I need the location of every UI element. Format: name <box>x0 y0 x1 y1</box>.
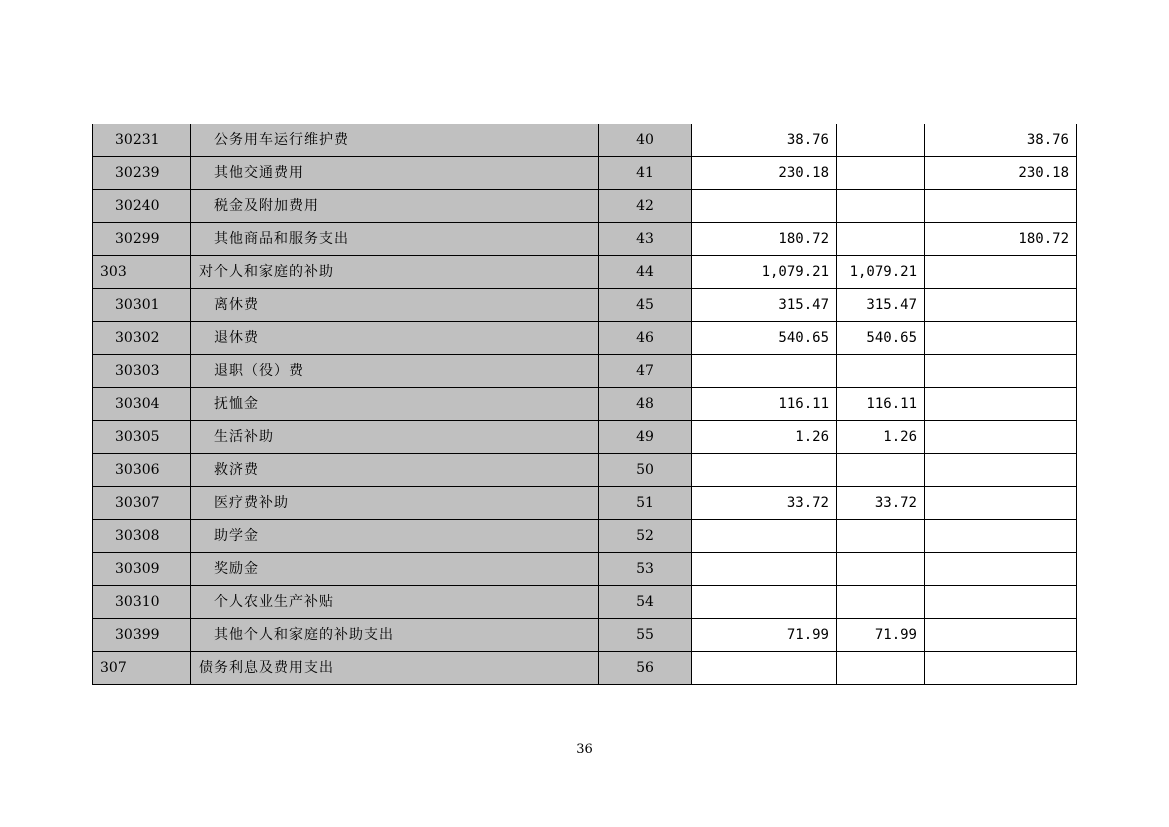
row-line-number-cell: 43 <box>599 223 692 256</box>
table-row <box>93 652 1077 685</box>
row-code-cell: 30307 <box>93 487 191 520</box>
row-total-cell <box>692 454 837 487</box>
row-project-cell: 180.72 <box>925 223 1077 256</box>
row-total-cell: 540.65 <box>692 322 837 355</box>
row-total-cell: 180.72 <box>692 223 837 256</box>
table-row <box>93 223 1077 256</box>
row-name-cell: 救济费 <box>191 454 599 487</box>
table-row <box>93 124 1077 157</box>
row-project-cell <box>925 454 1077 487</box>
row-total-cell <box>692 586 837 619</box>
row-total-cell <box>692 355 837 388</box>
row-basic-cell <box>837 652 925 685</box>
row-line-number-cell: 47 <box>599 355 692 388</box>
row-line-number-cell: 46 <box>599 322 692 355</box>
table-row <box>93 421 1077 454</box>
expenditure-table <box>92 124 1077 685</box>
row-name-cell: 抚恤金 <box>191 388 599 421</box>
row-basic-cell: 540.65 <box>837 322 925 355</box>
row-total-cell <box>692 520 837 553</box>
row-name-cell: 其他交通费用 <box>191 157 599 190</box>
row-project-cell: 38.76 <box>925 124 1077 157</box>
row-code-cell: 30299 <box>93 223 191 256</box>
table-row <box>93 157 1077 190</box>
row-line-number-cell: 51 <box>599 487 692 520</box>
row-project-cell <box>925 619 1077 652</box>
table-row <box>93 322 1077 355</box>
row-line-number-cell: 45 <box>599 289 692 322</box>
row-line-number-cell: 52 <box>599 520 692 553</box>
row-basic-cell: 116.11 <box>837 388 925 421</box>
row-total-cell: 1.26 <box>692 421 837 454</box>
row-project-cell <box>925 553 1077 586</box>
row-project-cell <box>925 421 1077 454</box>
row-name-cell: 离休费 <box>191 289 599 322</box>
row-code-cell: 30304 <box>93 388 191 421</box>
row-basic-cell <box>837 553 925 586</box>
row-project-cell <box>925 487 1077 520</box>
row-line-number-cell: 56 <box>599 652 692 685</box>
row-name-cell: 个人农业生产补贴 <box>191 586 599 619</box>
row-basic-cell <box>837 355 925 388</box>
row-code-cell: 30302 <box>93 322 191 355</box>
row-total-cell: 33.72 <box>692 487 837 520</box>
row-project-cell <box>925 256 1077 289</box>
table-body <box>93 124 1077 685</box>
row-code-cell: 30301 <box>93 289 191 322</box>
table-row <box>93 190 1077 223</box>
row-code-cell: 303 <box>93 256 191 289</box>
row-line-number-cell: 44 <box>599 256 692 289</box>
row-basic-cell: 33.72 <box>837 487 925 520</box>
table-row <box>93 553 1077 586</box>
row-project-cell <box>925 355 1077 388</box>
row-code-cell: 30231 <box>93 124 191 157</box>
row-line-number-cell: 50 <box>599 454 692 487</box>
row-line-number-cell: 42 <box>599 190 692 223</box>
row-name-cell: 生活补助 <box>191 421 599 454</box>
row-basic-cell <box>837 586 925 619</box>
row-project-cell <box>925 322 1077 355</box>
row-code-cell: 30240 <box>93 190 191 223</box>
row-total-cell: 71.99 <box>692 619 837 652</box>
table-row <box>93 355 1077 388</box>
row-total-cell: 116.11 <box>692 388 837 421</box>
row-basic-cell: 71.99 <box>837 619 925 652</box>
table-row <box>93 256 1077 289</box>
table-row <box>93 586 1077 619</box>
row-name-cell: 其他个人和家庭的补助支出 <box>191 619 599 652</box>
row-total-cell: 38.76 <box>692 124 837 157</box>
row-project-cell <box>925 190 1077 223</box>
row-basic-cell: 1,079.21 <box>837 256 925 289</box>
row-name-cell: 其他商品和服务支出 <box>191 223 599 256</box>
row-total-cell <box>692 190 837 223</box>
row-name-cell: 公务用车运行维护费 <box>191 124 599 157</box>
table-row <box>93 487 1077 520</box>
row-basic-cell <box>837 454 925 487</box>
row-line-number-cell: 41 <box>599 157 692 190</box>
row-basic-cell <box>837 190 925 223</box>
row-code-cell: 30399 <box>93 619 191 652</box>
row-total-cell: 315.47 <box>692 289 837 322</box>
row-name-cell: 医疗费补助 <box>191 487 599 520</box>
row-basic-cell <box>837 157 925 190</box>
row-name-cell: 退职（役）费 <box>191 355 599 388</box>
row-name-cell: 债务利息及费用支出 <box>191 652 599 685</box>
row-project-cell <box>925 586 1077 619</box>
row-line-number-cell: 55 <box>599 619 692 652</box>
table-row <box>93 454 1077 487</box>
row-name-cell: 税金及附加费用 <box>191 190 599 223</box>
row-project-cell <box>925 289 1077 322</box>
row-basic-cell <box>837 124 925 157</box>
row-project-cell <box>925 388 1077 421</box>
row-code-cell: 30303 <box>93 355 191 388</box>
row-line-number-cell: 40 <box>599 124 692 157</box>
table-row <box>93 619 1077 652</box>
row-name-cell: 奖励金 <box>191 553 599 586</box>
row-name-cell: 助学金 <box>191 520 599 553</box>
row-basic-cell <box>837 520 925 553</box>
row-code-cell: 30306 <box>93 454 191 487</box>
row-code-cell: 30308 <box>93 520 191 553</box>
page-number: 36 <box>576 742 593 757</box>
row-project-cell <box>925 520 1077 553</box>
row-line-number-cell: 53 <box>599 553 692 586</box>
row-line-number-cell: 48 <box>599 388 692 421</box>
row-project-cell: 230.18 <box>925 157 1077 190</box>
row-total-cell: 1,079.21 <box>692 256 837 289</box>
row-basic-cell: 1.26 <box>837 421 925 454</box>
table-row <box>93 289 1077 322</box>
row-name-cell: 退休费 <box>191 322 599 355</box>
row-total-cell: 230.18 <box>692 157 837 190</box>
row-code-cell: 307 <box>93 652 191 685</box>
row-code-cell: 30310 <box>93 586 191 619</box>
row-total-cell <box>692 652 837 685</box>
row-code-cell: 30305 <box>93 421 191 454</box>
row-total-cell <box>692 553 837 586</box>
table-row <box>93 388 1077 421</box>
row-code-cell: 30239 <box>93 157 191 190</box>
row-code-cell: 30309 <box>93 553 191 586</box>
row-line-number-cell: 54 <box>599 586 692 619</box>
row-project-cell <box>925 652 1077 685</box>
row-line-number-cell: 49 <box>599 421 692 454</box>
row-basic-cell: 315.47 <box>837 289 925 322</box>
table-row <box>93 520 1077 553</box>
row-name-cell: 对个人和家庭的补助 <box>191 256 599 289</box>
row-basic-cell <box>837 223 925 256</box>
